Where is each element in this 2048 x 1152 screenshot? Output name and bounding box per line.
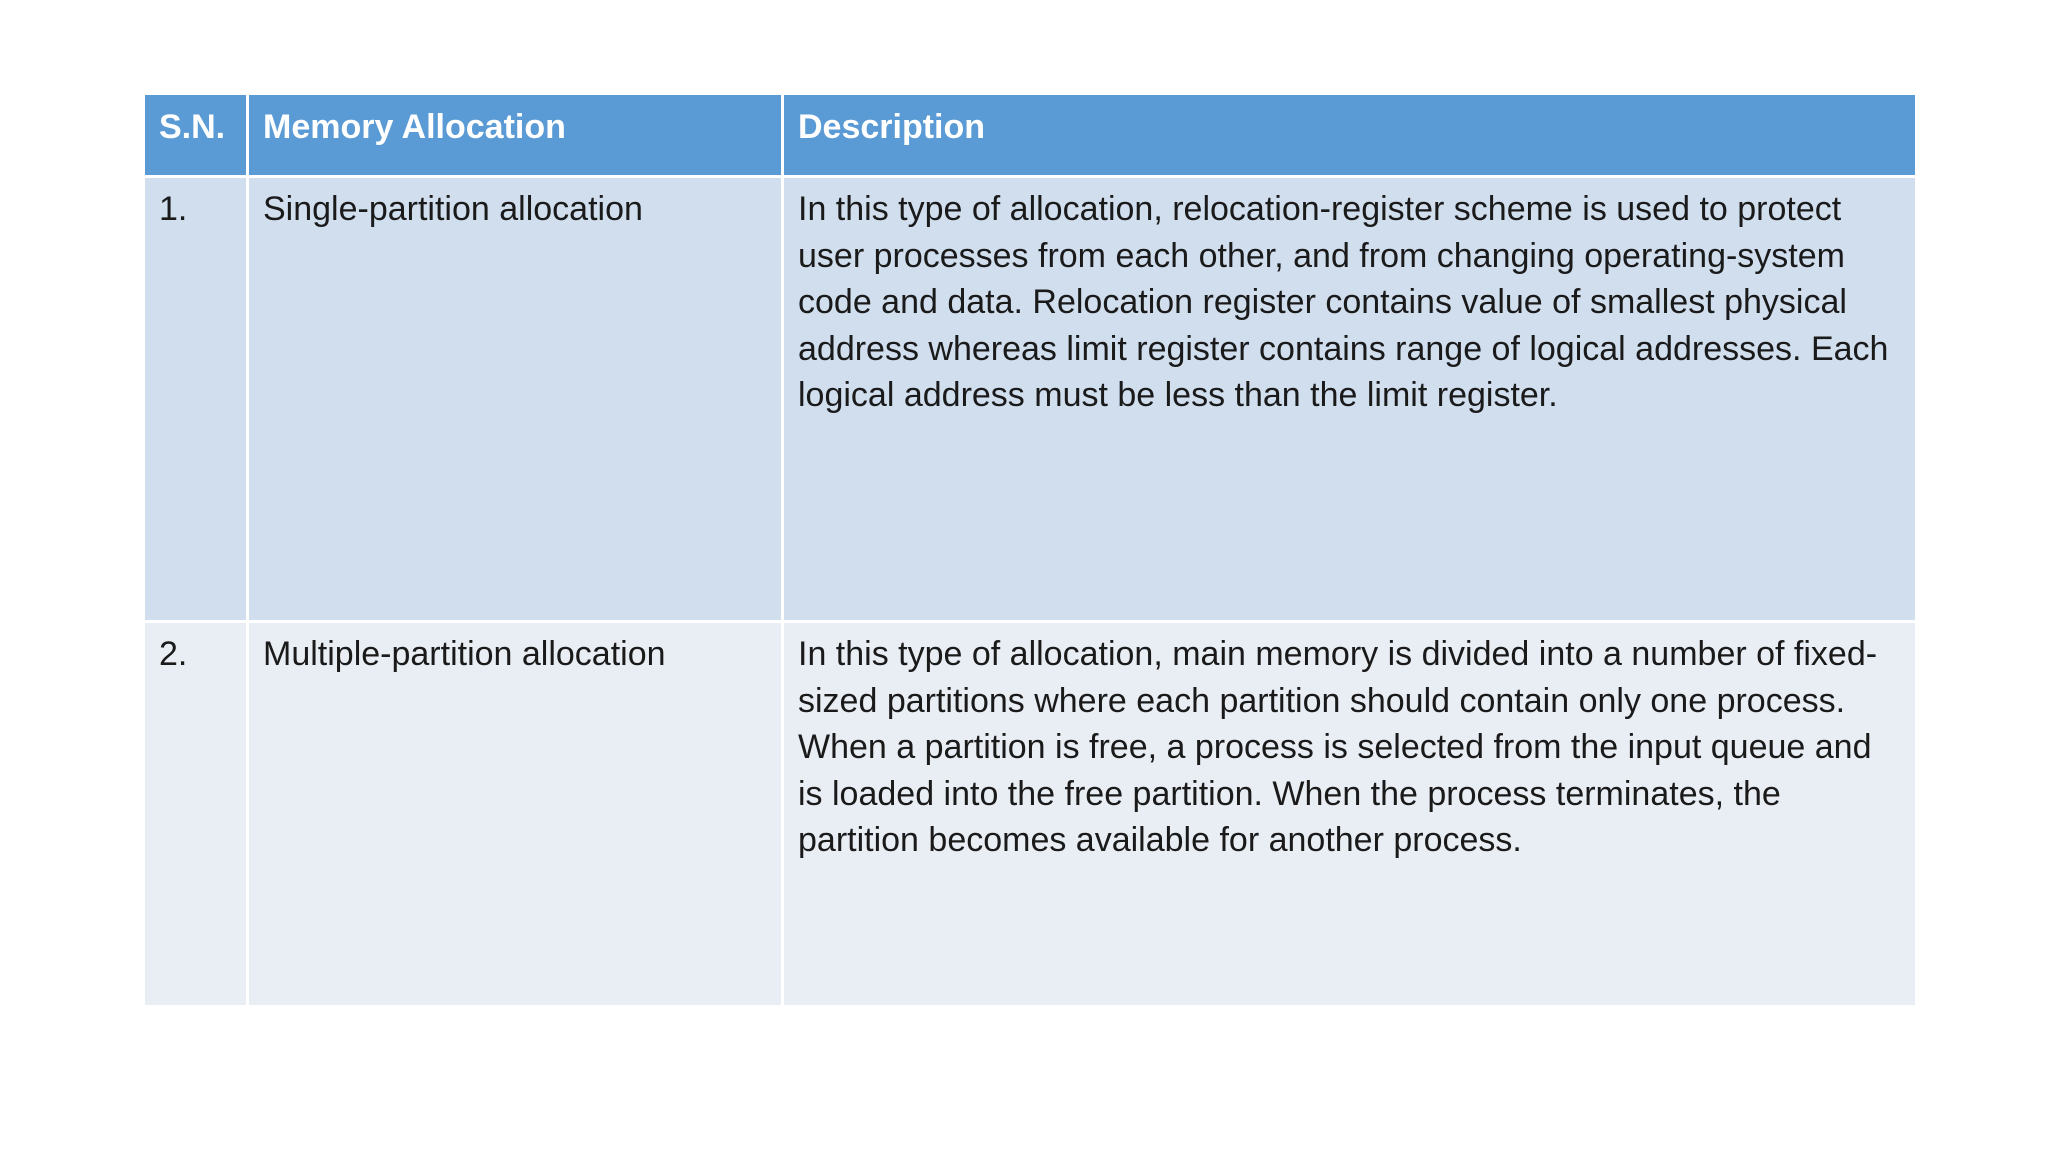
cell-description: In this type of allocation, relocation-register scheme is used to protect user processes from each other, and from changing operating-system code and data. Relocation register contains value of smallest physical address whereas limit register contains range of logical addresses. Each logical address must be less than the limit register. <box>783 177 1917 622</box>
table-row <box>144 622 1917 1007</box>
cell-allocation-type: Single-partition allocation <box>248 177 783 622</box>
cell-allocation-type: Multiple-partition allocation <box>248 622 783 1007</box>
memory-allocation-table <box>142 92 1918 1008</box>
table-header-row <box>144 94 1917 177</box>
table-row <box>144 177 1917 622</box>
cell-sn: 1. <box>144 177 248 622</box>
cell-sn: 2. <box>144 622 248 1007</box>
header-description: Description <box>783 94 1917 177</box>
header-sn: S.N. <box>144 94 248 177</box>
cell-description: In this type of allocation, main memory is divided into a number of fixed-sized partitions where each partition should contain only one process. When a partition is free, a process is selected from the input queue and is loaded into the free partition. When the process terminates, the partition becomes available for another process. <box>783 622 1917 1007</box>
header-memory-allocation: Memory Allocation <box>248 94 783 177</box>
